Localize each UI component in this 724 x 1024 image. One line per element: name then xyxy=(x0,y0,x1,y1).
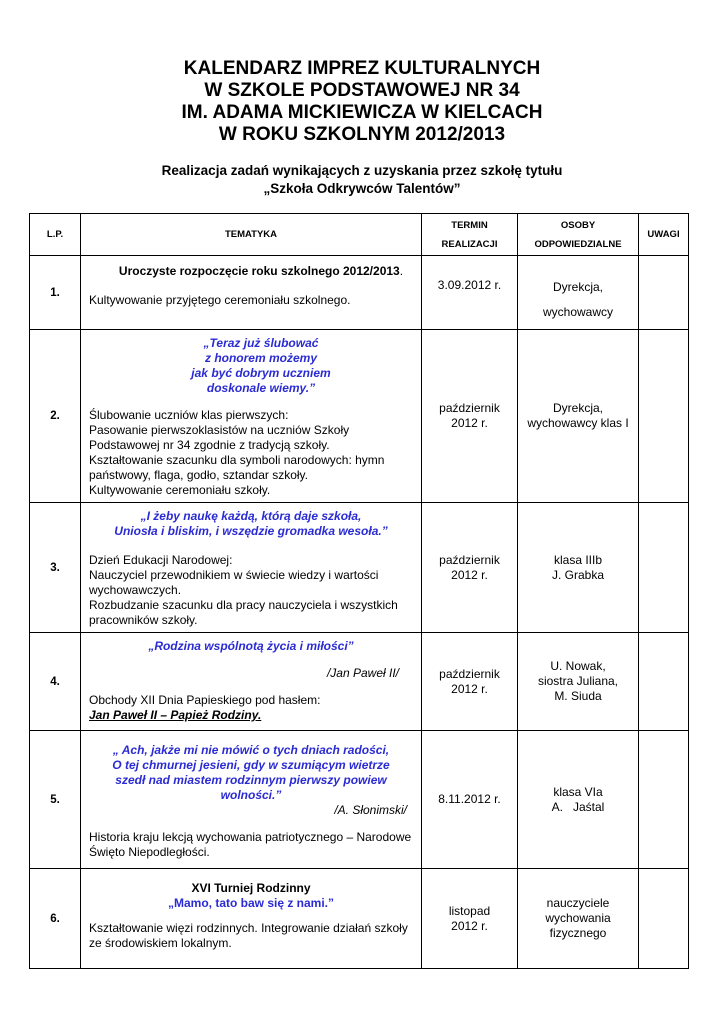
description-line: Ślubowanie uczniów klas pierwszych: xyxy=(89,408,289,422)
row-termin xyxy=(422,503,518,633)
description-line: Rozbudzanie szacunku dla pracy nauczyciela i wszystkich pracowników szkoły. xyxy=(89,598,398,627)
row-number: 2. xyxy=(30,330,81,503)
osoby-line: wychowawcy xyxy=(542,304,614,319)
row-osoby xyxy=(518,503,639,633)
event-motto: Jan Paweł II – Papież Rodziny. xyxy=(89,708,262,722)
row-uwagi xyxy=(639,731,689,869)
osoby-line: Dyrekcja, xyxy=(552,279,603,294)
row-osoby xyxy=(518,633,639,731)
event-quote xyxy=(109,336,413,396)
quote-line: „ Ach, jakże mi nie mówić o tych dniach radości, xyxy=(112,743,390,757)
row-tematyka xyxy=(81,330,422,503)
row-uwagi xyxy=(639,869,689,969)
row-uwagi xyxy=(639,256,689,330)
osoby-line: siostra Juliana, xyxy=(537,674,619,688)
quote-line: wolności.” xyxy=(220,788,282,802)
row-osoby xyxy=(518,256,639,330)
header-termin-line: TERMIN xyxy=(451,219,488,231)
description-line: Kształtowanie szacunku dla symboli narodowych: hymn państwowy, flaga, godło, sztandar szkoły. xyxy=(89,453,385,482)
subtitle-line: Realizacja zadań wynikających z uzyskania przez szkołę tytułu xyxy=(161,163,563,178)
title-line: W SZKOLE PODSTAWOWEJ NR 34 xyxy=(204,80,520,101)
event-description: Kształtowanie więzi rodzinnych. Integrowanie działań szkoły ze środowiskiem lokalnym. xyxy=(89,921,408,950)
table-row xyxy=(30,256,689,330)
event-description: Obchody XII Dnia Papieskiego pod hasłem: xyxy=(89,693,321,707)
row-tematyka xyxy=(81,869,422,969)
description-line: Nauczyciel przewodnikiem w świecie wiedzy i wartości wychowawczych. xyxy=(89,568,379,597)
row-osoby xyxy=(518,869,639,969)
header-uwagi: UWAGI xyxy=(639,214,689,256)
row-tematyka xyxy=(81,256,422,330)
termin-line: październik xyxy=(439,552,500,567)
row-tematyka xyxy=(81,633,422,731)
event-heading xyxy=(109,264,413,279)
event-heading-text: Uroczyste rozpoczęcie roku szkolnego 2012/2013 xyxy=(118,264,400,278)
description-line: Pasowanie pierwszoklasistów na uczniów Szkoły Podstawowej nr 34 zgodnie z tradycją szkoły. xyxy=(89,423,350,452)
osoby-line: M. Siuda xyxy=(554,689,602,703)
event-quote: „Mamo, tato baw się z nami.” xyxy=(167,896,335,910)
osoby-line: klasa IIIb xyxy=(553,552,603,567)
row-uwagi xyxy=(639,503,689,633)
row-termin: 8.11.2012 r. xyxy=(422,731,518,869)
title-line: KALENDARZ IMPREZ KULTURALNYCH xyxy=(183,58,541,79)
event-description xyxy=(89,553,413,628)
row-number: 6. xyxy=(30,869,81,969)
table-row xyxy=(30,869,689,969)
row-number: 3. xyxy=(30,503,81,633)
quote-author: /A. Słonimski/ xyxy=(334,803,407,817)
description-line: Dzień Edukacji Narodowej: xyxy=(89,553,233,567)
header-osoby xyxy=(518,214,639,256)
header-tematyka: TEMATYKA xyxy=(81,214,422,256)
row-uwagi xyxy=(639,330,689,503)
osoby-line: A. Jaśtal xyxy=(551,799,605,814)
events-table xyxy=(29,213,689,969)
table-header-row xyxy=(30,214,689,256)
termin-line: 2012 r. xyxy=(451,918,488,933)
title-line: IM. ADAMA MICKIEWICZA W KIELCACH xyxy=(181,102,543,123)
table-row xyxy=(30,731,689,869)
row-termin xyxy=(422,633,518,731)
description-line: Kultywowanie ceremoniału szkoły. xyxy=(89,483,271,497)
document-title xyxy=(0,58,724,146)
row-number: 1. xyxy=(30,256,81,330)
table-row xyxy=(30,330,689,503)
event-description: Kultywowanie przyjętego ceremoniału szkolnego. xyxy=(89,293,351,307)
termin-line: 2012 r. xyxy=(451,567,488,582)
osoby-line: klasa VIa xyxy=(553,784,603,799)
event-description xyxy=(89,408,413,498)
osoby-line: nauczyciele xyxy=(546,896,610,910)
termin-line: 2012 r. xyxy=(451,416,488,430)
termin-line: listopad xyxy=(448,903,491,918)
row-tematyka xyxy=(81,731,422,869)
osoby-line: J. Grabka xyxy=(551,567,605,582)
row-termin xyxy=(422,330,518,503)
osoby-line: U. Nowak, xyxy=(550,659,606,673)
header-termin-line: REALIZACJI xyxy=(441,238,498,250)
event-description: Historia kraju lekcją wychowania patriotycznego – Narodowe Święto Niepodległości. xyxy=(89,830,412,859)
osoby-line: fizycznego xyxy=(549,926,607,940)
row-osoby xyxy=(518,330,639,503)
quote-line: z honorem możemy xyxy=(204,351,318,365)
title-line: W ROKU SZKOLNYM 2012/2013 xyxy=(218,124,506,145)
termin-line: październik xyxy=(439,401,500,415)
termin-line: październik xyxy=(439,666,500,681)
row-osoby xyxy=(518,731,639,869)
event-heading: XVI Turniej Rodzinny xyxy=(191,881,311,895)
quote-author: /Jan Paweł II/ xyxy=(326,666,399,680)
row-number: 4. xyxy=(30,633,81,731)
event-quote: „Rodzina wspólnotą życia i miłości” xyxy=(148,639,354,653)
quote-line: szedł nad miastem rodzinnym pierwszy powiew xyxy=(115,773,387,787)
quote-line: „Teraz już ślubować xyxy=(203,336,319,350)
quote-line: O tej chmurnej jesieni, gdy w szumiącym wietrze xyxy=(112,758,390,772)
event-quote xyxy=(89,743,413,803)
event-quote xyxy=(89,509,413,539)
header-osoby-line: OSOBY xyxy=(560,219,596,231)
osoby-line: wychowania xyxy=(545,911,611,925)
osoby-line: Dyrekcja, xyxy=(552,401,603,415)
quote-line: „I żeby naukę każdą, którą daje szkoła, xyxy=(140,509,362,523)
row-termin xyxy=(422,869,518,969)
subtitle-line: „Szkoła Odkrywców Talentów” xyxy=(263,181,461,196)
table-row xyxy=(30,633,689,731)
quote-line: doskonale wiemy.” xyxy=(206,381,316,395)
osoby-line: wychowawcy klas I xyxy=(527,416,629,430)
header-termin xyxy=(422,214,518,256)
header-osoby-line: ODPOWIEDZIALNE xyxy=(534,238,622,250)
table-row xyxy=(30,503,689,633)
row-number: 5. xyxy=(30,731,81,869)
event-heading-suffix: . xyxy=(399,264,404,278)
document-subtitle xyxy=(0,162,724,198)
termin-line: 2012 r. xyxy=(451,681,488,696)
row-tematyka xyxy=(81,503,422,633)
header-lp: L.P. xyxy=(30,214,81,256)
row-uwagi xyxy=(639,633,689,731)
row-termin: 3.09.2012 r. xyxy=(422,256,518,330)
quote-line: Uniosła i bliskim, i wszędzie gromadka wesoła.” xyxy=(114,524,388,538)
quote-line: jak być dobrym uczniem xyxy=(191,366,331,380)
